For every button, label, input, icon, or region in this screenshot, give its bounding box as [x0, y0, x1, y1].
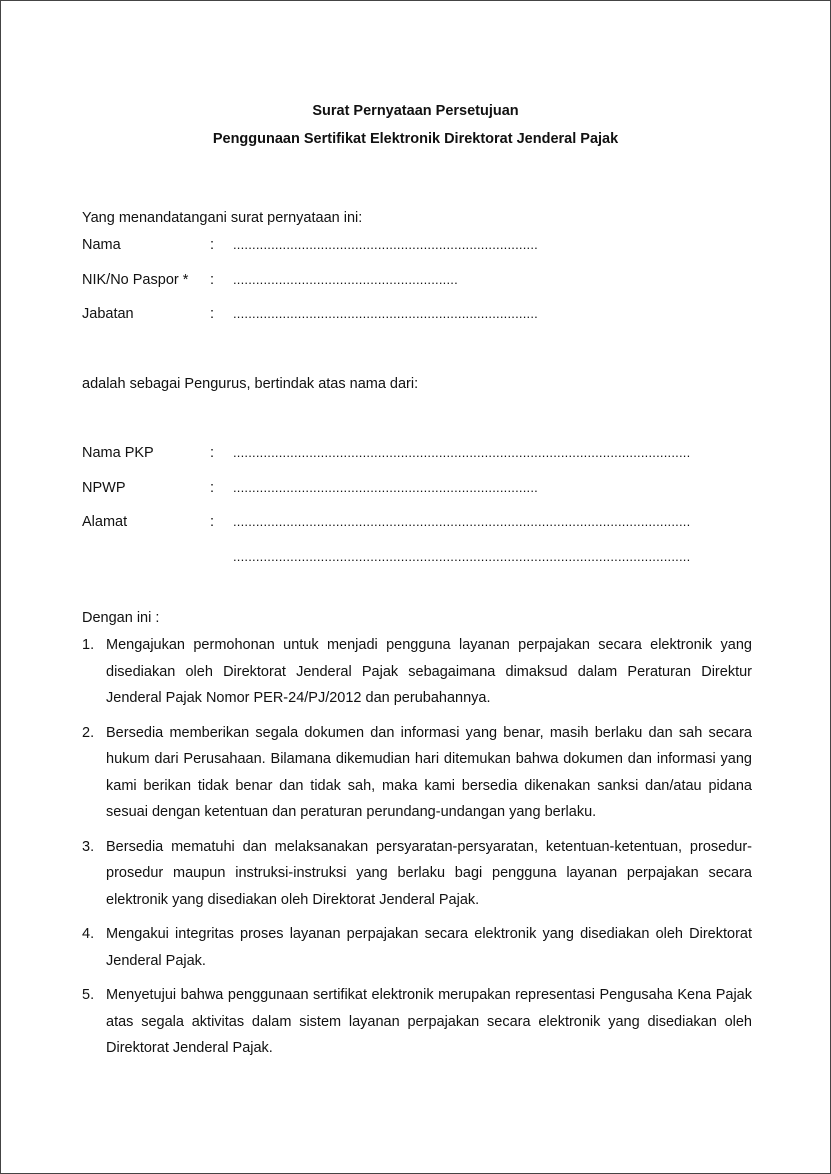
field-label-nama: Nama	[82, 237, 121, 253]
list-item	[82, 982, 752, 1062]
field-colon: :	[210, 306, 215, 322]
list-item	[82, 834, 752, 914]
list-number: 3.	[82, 838, 95, 855]
list-text: Mengajukan permohonan untuk menjadi pengguna layanan perpajakan secara elektronik yang disediakan oleh Direktorat Jenderal Pajak sebagaimana dimaksud dalam Peraturan Direktur Jenderal Pajak Nomor PER-24/PJ/2012 dan perubahannya.	[106, 637, 752, 706]
acting-statement: adalah sebagai Pengurus, bertindak atas nama dari:	[82, 376, 419, 392]
list-number: 2.	[82, 724, 95, 741]
field-label-jabatan: Jabatan	[82, 306, 134, 322]
field-colon: :	[210, 480, 215, 496]
list-item	[82, 921, 752, 974]
field-label-nik: NIK/No Paspor *	[82, 272, 189, 288]
intro-text: Yang menandatangani surat pernyataan ini:	[82, 210, 363, 226]
field-colon: :	[210, 272, 215, 288]
list-number: 5.	[82, 987, 95, 1003]
list-text: Mengakui integritas proses layanan perpajakan secara elektronik yang disediakan oleh Direktorat Jenderal Pajak.	[106, 926, 752, 969]
fill-line-npwp: ................................................................................	[233, 480, 538, 495]
statement-list	[82, 632, 752, 1070]
list-number: 4.	[82, 926, 95, 942]
fill-line-alamat: ........................................................................................................................	[233, 514, 691, 529]
fill-line-alamat-2: ........................................................................................................................	[233, 549, 691, 564]
list-text: Bersedia mematuhi dan melaksanakan persyaratan-persyaratan, ketentuan-ketentuan, prosedur-prosedur maupun instruksi-instruksi yang berlaku bagi pengguna layanan perpajakan secara elektronik yang disediakan oleh Direktorat Jenderal Pajak.	[106, 838, 752, 908]
list-text: Bersedia memberikan segala dokumen dan informasi yang benar, masih berlaku dan sah secara hukum dari Perusahaan. Bilamana dikemudian hari ditemukan bahwa dokumen dan informasi yang kami berikan tidak benar dan tidak sah, maka kami bersedia dikenakan sanksi dan/atau pidana sesuai dengan ketentuan dan peraturan perundang-undangan yang berlaku.	[106, 724, 752, 820]
fill-line-nik: ...........................................................	[233, 272, 458, 287]
document-subtitle: Penggunaan Sertifikat Elektronik Direktorat Jenderal Pajak	[212, 131, 619, 147]
closing-intro: Dengan ini :	[82, 610, 160, 626]
list-item	[82, 720, 752, 826]
fill-line-nama-pkp: ........................................................................................................................	[233, 445, 691, 460]
list-item	[82, 632, 752, 712]
field-colon: :	[210, 237, 215, 253]
fill-line-jabatan: ................................................................................	[233, 306, 538, 321]
field-colon: :	[210, 445, 215, 461]
fill-line-nama: ................................................................................	[233, 237, 538, 252]
list-text: Menyetujui bahwa penggunaan sertifikat elektronik merupakan representasi Pengusaha Kena Pajak atas segala aktivitas dalam sistem layanan perpajakan secara elektronik yang disediakan oleh Direktorat Jenderal Pajak.	[106, 987, 752, 1056]
field-colon: :	[210, 514, 215, 530]
field-label-nama-pkp: Nama PKP	[82, 445, 154, 461]
field-label-npwp: NPWP	[82, 480, 126, 496]
field-label-alamat: Alamat	[82, 514, 128, 530]
list-number: 1.	[82, 637, 95, 653]
document-title: Surat Pernyataan Persetujuan	[312, 103, 519, 119]
